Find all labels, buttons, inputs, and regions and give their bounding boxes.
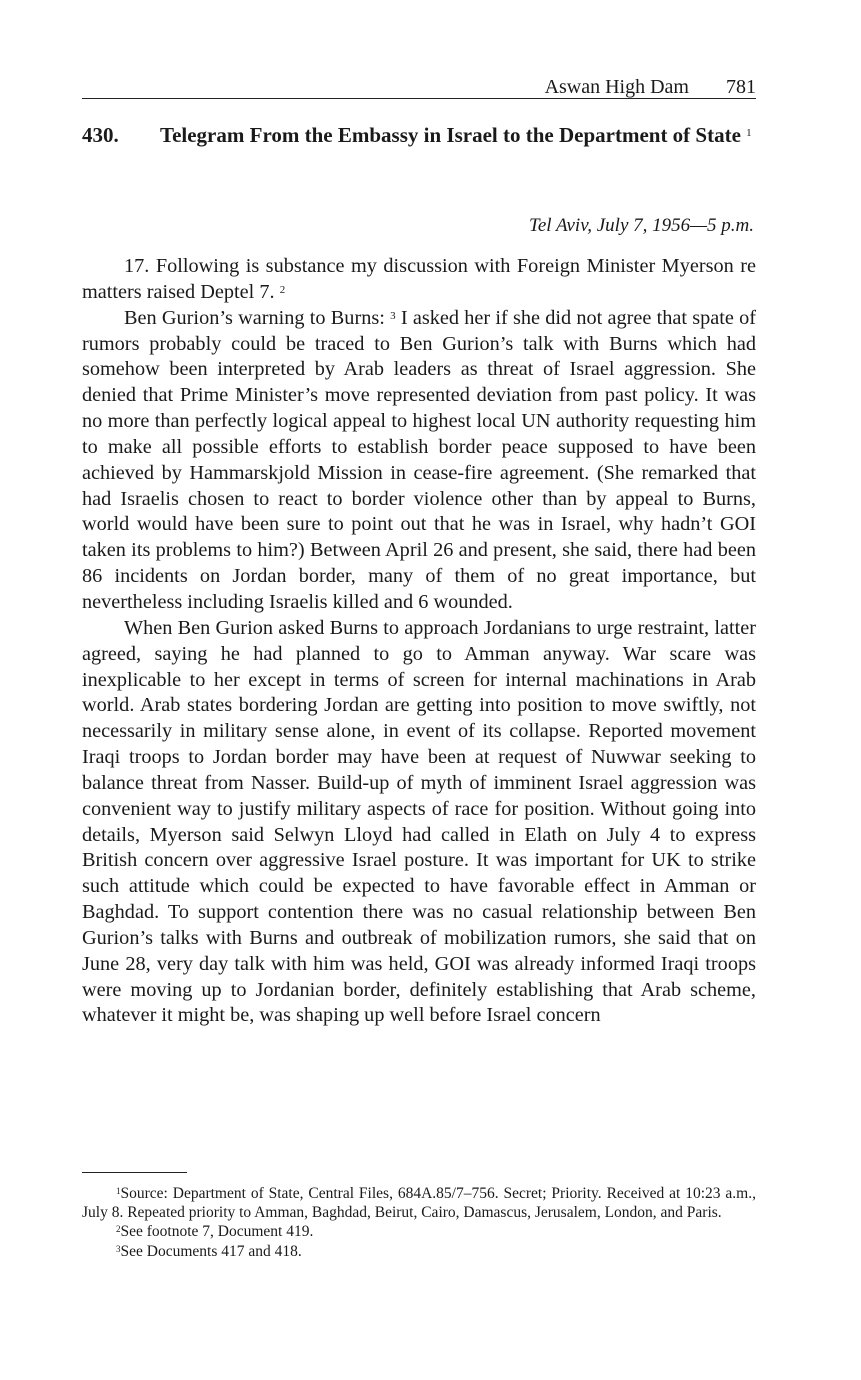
footnote-ref: 1 <box>746 127 752 139</box>
footnote-ref: 2 <box>279 283 286 296</box>
paragraph-lead: Ben Gurion’s warning to Burns: <box>124 306 385 329</box>
footnote-number: 3 <box>116 1243 121 1254</box>
document-title-block <box>160 122 756 149</box>
footnote-2 <box>82 1222 756 1241</box>
document-number: 430. <box>82 123 119 147</box>
footnote-text: See Documents 417 and 418. <box>120 1242 302 1260</box>
footnote-text: Source: Department of State, Central Files, 684A.85/7–756. Secret; Priority. Received at 10:23 a.m., July 8. Repeated priority to Amman, Baghdad, Beirut, Cairo, Damascus, Jerusalem, London, and Paris. <box>82 1185 756 1222</box>
footnote-1 <box>82 1184 756 1222</box>
paragraph-text: When Ben Gurion asked Burns to approach Jordanians to urge restraint, latter agreed, saying he had planned to go to Amman anyway. War scare was inexplicable to her except in terms of screen for internal machinations in Arab world. Arab states bordering Jordan are getting into position to move swiftly, not necessarily in military sense alone, in event of its collapse. Reported movement Iraqi troops to Jordan border may have been at request of Nuwwar seeking to balance threat from Nasser. Build-up of myth of imminent Israel aggression was convenient way to justify military aspects of race for position. Without going into details, Myerson said Selwyn Lloyd had called in Elath on July 4 to express British concern over aggressive Israel posture. It was important for UK to strike such attitude which could be expected to have favorable effect in Amman or Baghdad. To support contention there was no casual relationship between Ben Gurion’s talks with Burns and outbreak of mobilization rumors, she said that on June 28, very day talk with him was held, GOI was already informed Iraqi troops were moving up to Jordanian border, definitely establishing that Arab scheme, whatever it might be, was shaping up well before Israel concern <box>82 616 756 1027</box>
running-header <box>82 76 756 99</box>
footnote-text: See footnote 7, Document 419. <box>120 1223 314 1241</box>
paragraph-text: I asked her if she did not agree that spate of rumors probably could be traced to Ben Gurion’s talk with Burns which had somehow been interpreted by Arab leaders as threat of Israel aggression. She denied that Prime Minister’s move represented deviation from past policy. It was no more than perfectly logical appeal to highest local UN authority requesting him to make all possible efforts to establish border peace supposed to have been achieved by Hammarskjold Mission in cease-fire agreement. (She remarked that had Israelis chosen to react to border violence other than by appeal to Burns, world would have been sure to point out that he was in Israel, why hadn’t GOI taken its problems to him?) Between April 26 and present, she said, there had been 86 incidents on Jordan border, many of them of no great importance, but nevertheless including Israelis killed and 6 wounded. <box>82 306 757 613</box>
footnote-number: 1 <box>116 1186 121 1196</box>
document-heading <box>82 122 756 149</box>
paragraph-text: 17. Following is substance my discussion with Foreign Minister Myerson re matters raised Deptel 7. <box>82 255 756 303</box>
document-title: Telegram From the Embassy in Israel to the Department of State <box>160 123 741 147</box>
footnote-number: 2 <box>116 1224 121 1235</box>
dateline: Tel Aviv, July 7, 1956—5 p.m. <box>529 215 754 236</box>
running-title: Aswan High Dam <box>544 76 689 98</box>
footnote-3 <box>82 1242 756 1261</box>
paragraph-2 <box>82 306 756 616</box>
footnote-separator <box>82 1172 187 1173</box>
footnote-ref: 3 <box>390 309 396 322</box>
footnotes <box>82 1184 756 1261</box>
paragraph-1 <box>82 254 756 306</box>
page-number: 781 <box>726 76 756 98</box>
paragraph-3 <box>82 616 756 1030</box>
telegram-body <box>82 254 756 1029</box>
